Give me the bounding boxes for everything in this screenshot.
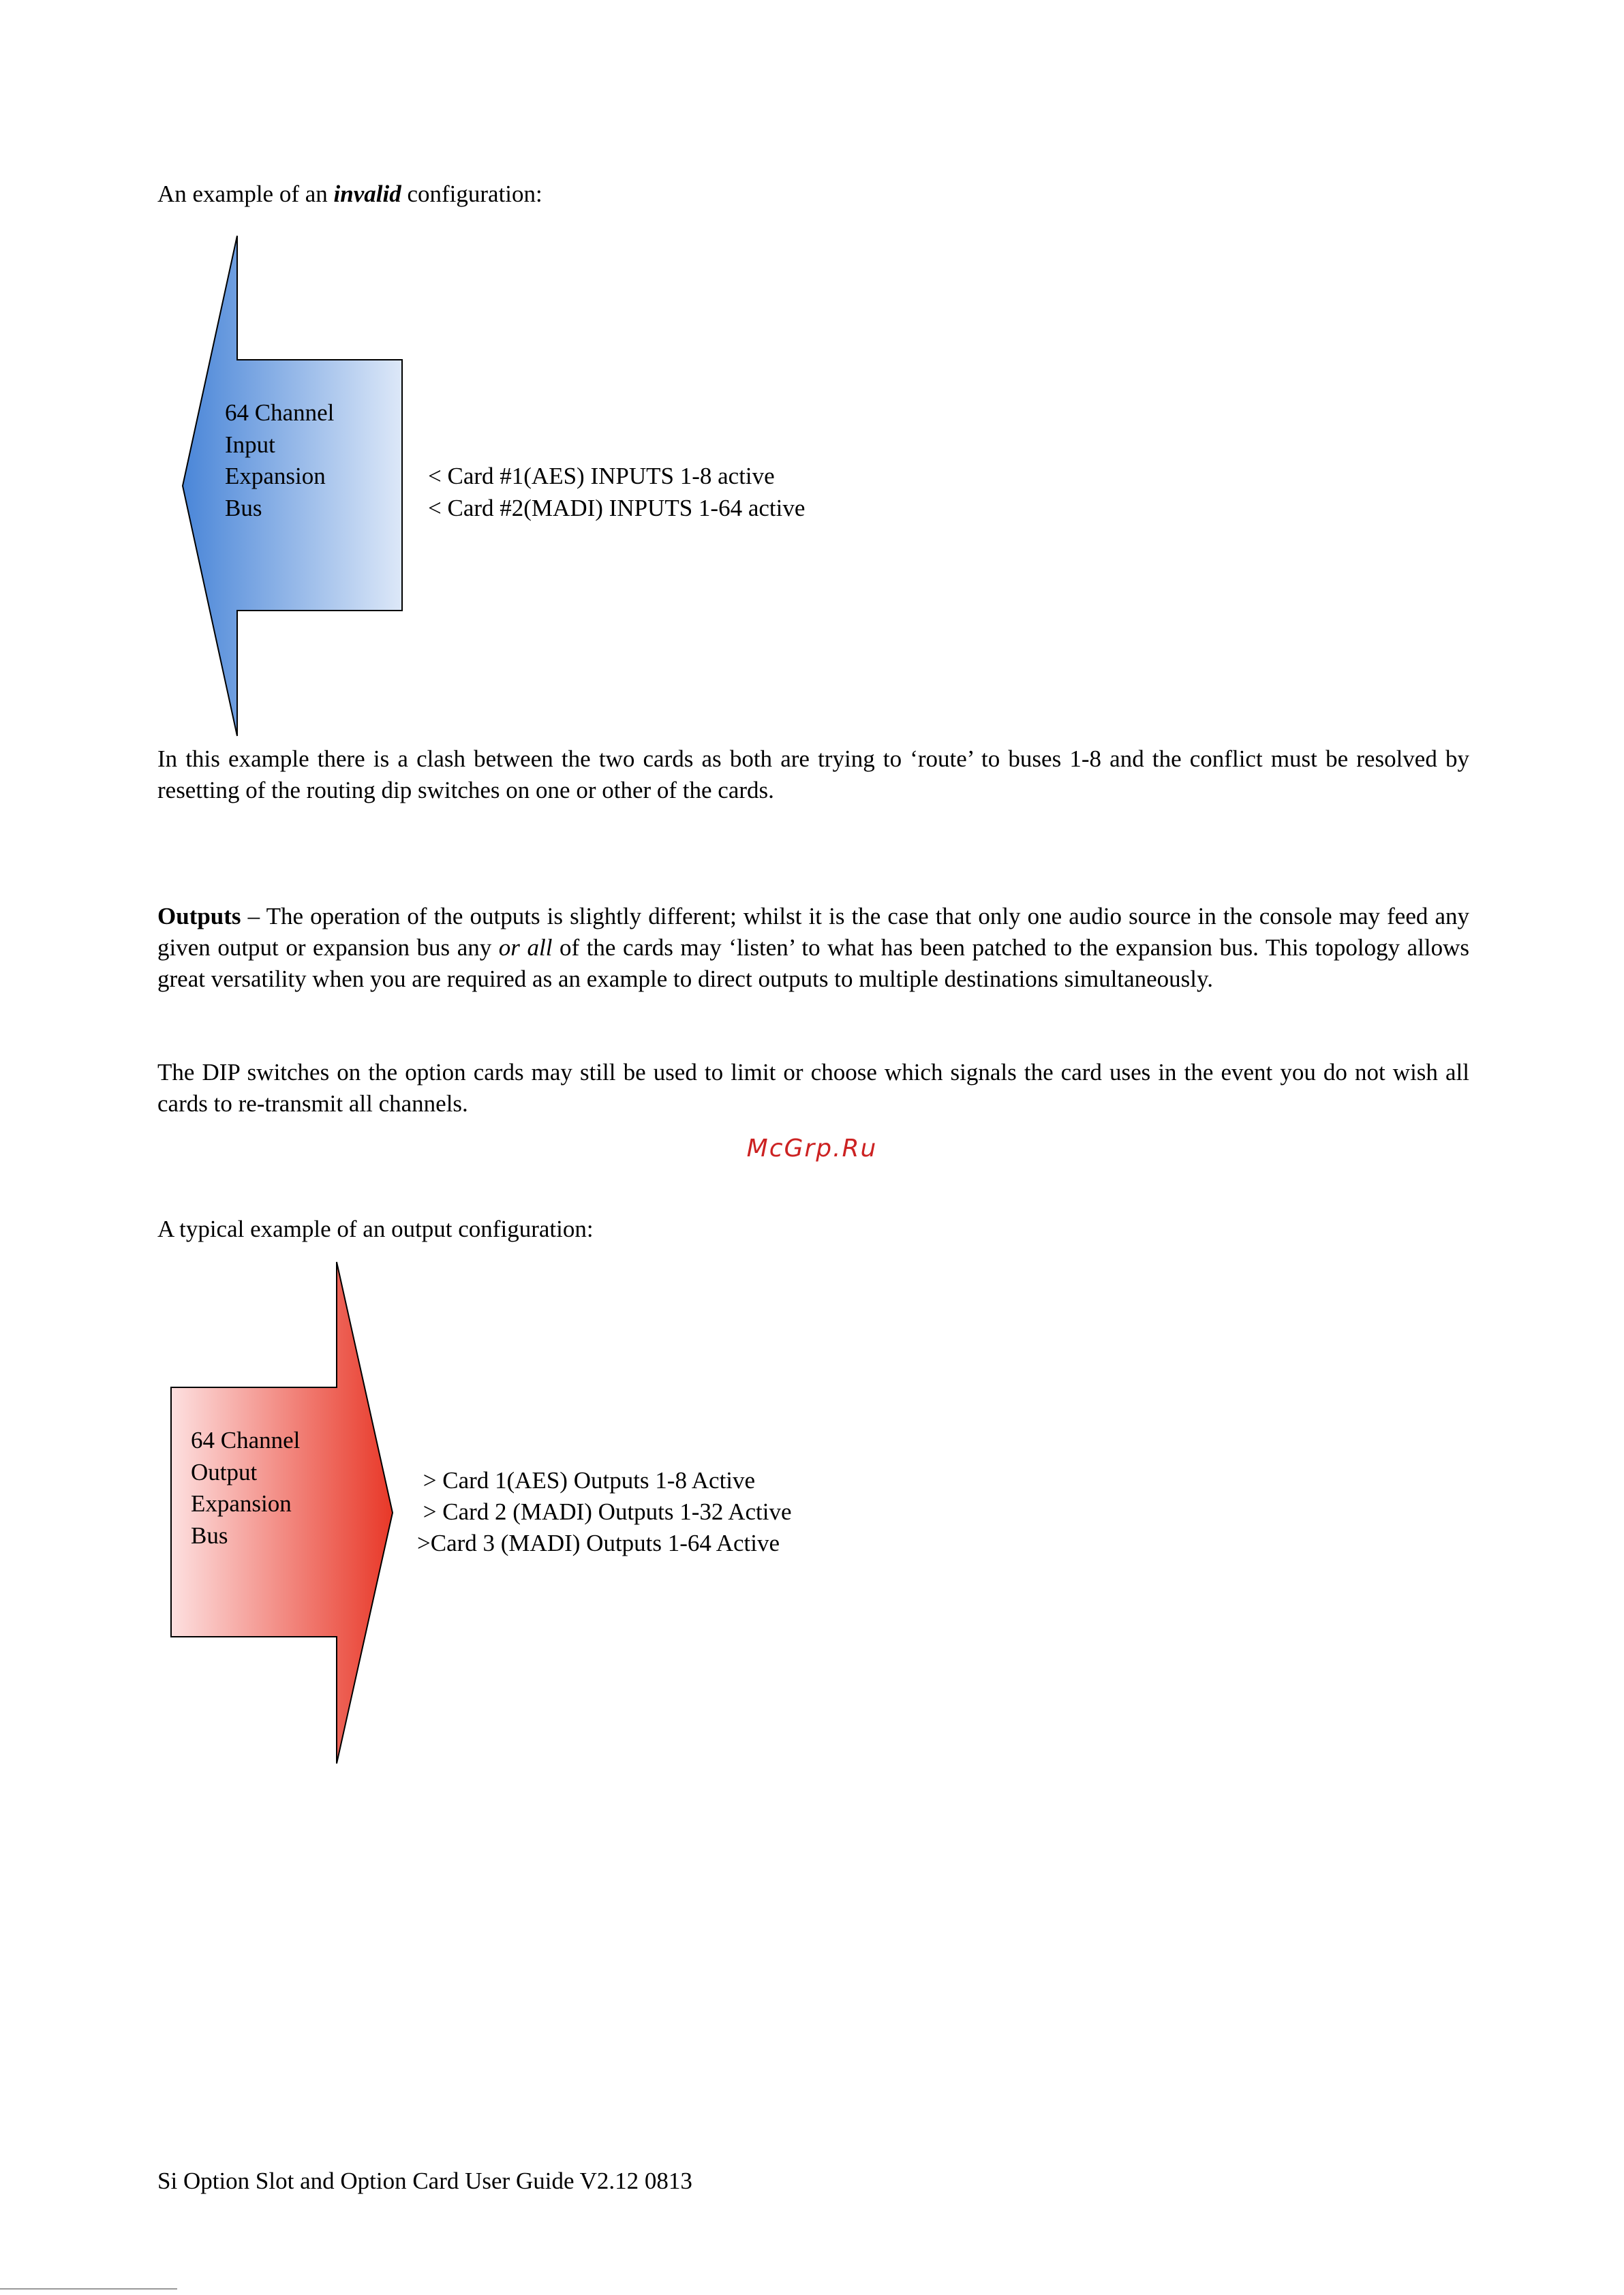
output-bus-label-line: 64 Channel	[191, 1427, 301, 1453]
outputs-text-2: of the cards may ‘listen’ to what has been patched to the expansion bus. This topology allows great versatility when you are required as an example to direct outputs to multiple destinations simultaneously.	[157, 934, 1470, 992]
output-bus-label-line: Bus	[191, 1522, 228, 1549]
intro-invalid-after: configuration:	[401, 181, 542, 207]
input-card-2: < Card #2(MADI) INPUTS 1-64 active	[428, 495, 806, 521]
output-bus-label	[191, 1425, 300, 1552]
dip-paragraph: The DIP switches on the option cards may still be used to limit or choose which signals the card uses in the event you do not wish all cards to re-transmit all channels.	[157, 1059, 1469, 1117]
input-bus-label-line: Bus	[225, 494, 262, 521]
input-bus-label-line: Input	[225, 431, 275, 458]
output-bus-label-line: Output	[191, 1458, 258, 1485]
outputs-heading: Outputs	[157, 903, 241, 929]
intro-output-line: A typical example of an output configuration:	[157, 1216, 594, 1242]
intro-invalid-before: An example of an	[157, 181, 334, 207]
page-footer: Si Option Slot and Option Card User Guide V2.12 0813	[157, 2168, 692, 2194]
output-bus-label-line: Expansion	[191, 1490, 292, 1517]
watermark: McGrp.Ru	[746, 1135, 878, 1162]
output-card-2: > Card 2 (MADI) Outputs 1-32 Active	[417, 1498, 792, 1525]
outputs-text-1: – The operation of the outputs is slightly different; whilst it is the case that only one audio source in the console may feed any given output or expansion bus any	[157, 903, 1469, 961]
intro-invalid-emphasis: invalid	[333, 181, 401, 207]
output-bus-arrow	[0, 0, 477, 1840]
input-bus-label-line: Expansion	[225, 463, 326, 489]
footer-rule	[0, 2288, 177, 2290]
input-bus-label-line: 64 Channel	[225, 399, 335, 426]
input-card-1: < Card #1(AES) INPUTS 1-8 active	[428, 463, 775, 489]
output-card-3: >Card 3 (MADI) Outputs 1-64 Active	[417, 1530, 780, 1556]
clash-paragraph: In this example there is a clash between the two cards as both are trying to ‘route’ to buses 1-8 and the conflict must be resolved by resetting of the routing dip switches on one or other of the cards.	[157, 745, 1469, 803]
outputs-italic: or all	[498, 934, 553, 961]
output-card-1: > Card 1(AES) Outputs 1-8 Active	[417, 1467, 756, 1494]
